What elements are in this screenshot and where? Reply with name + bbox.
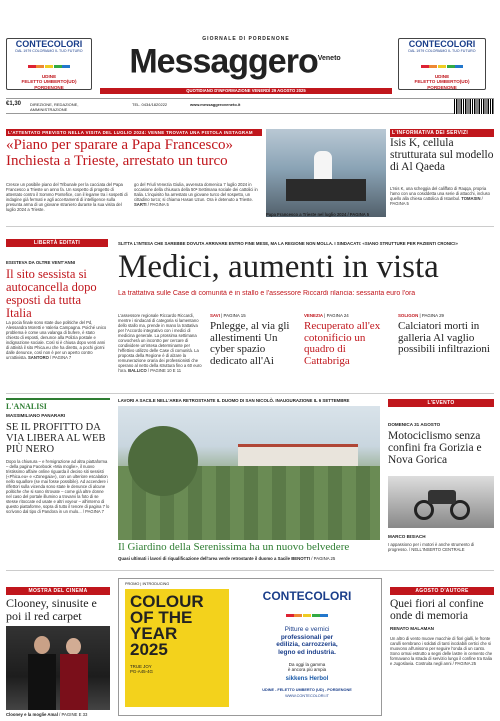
feature-caption: Quasi ultimati i lavori di riqualificazione dell'area verde retrostante il duomo a Sacile BENOTTI / PAGINA 25 — [118, 556, 336, 561]
mini-stories — [210, 313, 494, 393]
ad-partner-brands: sikkens Herbol — [285, 676, 329, 682]
analisi-author: MASSIMILIANO PANARARI — [6, 413, 66, 418]
analisi-label: L'ANALISI — [6, 402, 47, 411]
barcode — [454, 99, 494, 114]
liberta-body: La pocia finale sono state due politiche del Pd, Alessandra Moretti e Valeria Campagna. Poiché unico problema è come una valanga di bufere, è stato chiesto di esposti, denunce alla Polizia postale e indignazione sociale. Così si è chiusa dopo venti anni di attività il sito Phica.eu che ha diretto, a pochi giorni dalle denunce, così non è per un aperto contro un'attivista. SANTORO / PAGINA 7 — [6, 320, 107, 360]
right-kicker: L'INFORMATIVA DEI SERVIZI — [390, 129, 494, 137]
pope-caption: Papa Francesco a Trieste nel luglio 2024 / PAGINA 5 — [266, 212, 370, 217]
ad-site: WWW.CONTECOLORI.IT — [285, 694, 329, 698]
colour-of-the-year-block: COLOUR OF THE YEAR 2025 TRUE JOY PG-A45-4G — [125, 589, 229, 707]
analisi-body: Dopo la chiusura – e l'emigrazione ad altra piattaforma – della pagina Facebook «Mia moglie», il nuovo tristissimo affaire online riguarda il deciso siti sessisti («Phica.eu» e «Zonegaia»), con un ulteriore escalation nello squallore (se mai fosse possibile). Ad accendere i riflettori sulla vicenda sono state le denunce di alcune politiche che si sono ritrovate – come già altre donne nel caso del portale illumino a trovarvi la foto di se stesse ritoccate ed usate e altri voyeur – all'interno di questo piattaforme, sopra di tutto il tenore di pagina 7 lo scrivono dal tipo di Pandora in un mulo... / PAGINA 7 — [6, 459, 110, 514]
corner-ad-left[interactable]: CONTECOLORI DAL 1979 COLORIAMO IL TUO FUTURO UDINE FELETTO UMBERTO(UD) PORDENONE — [6, 38, 92, 90]
agosto-label: AGOSTO D'AUTORE — [390, 587, 494, 595]
evento-kicker: DOMENICA 31 AGOSTO — [388, 422, 441, 427]
feature-headline[interactable]: Il Giardino della Serenissima ha un nuovo belvedere — [118, 541, 350, 553]
lead-body-2: go del Friuli Venezia Giulia, avvenuta domenica 7 luglio 2024 in occasione della chiusura della 50ª Settimana sociale dei cattolici in Italia. L'inquisito ha arrestato un giovane turco del sospetto, un cittadino turco; si chiama Hasan Uzun. Ora è detenuto a Trieste. SARTI / PAGINA 5 — [134, 182, 258, 207]
evento-author: MARCO BISIACH — [388, 534, 426, 539]
ad-brand: CONTECOLORI — [15, 39, 83, 49]
cinema-caption: Clooney e la moglie Amal / PAGINE E 33 — [6, 712, 88, 717]
main-headline[interactable]: Medici, aumenti in vista — [118, 249, 439, 285]
info-strip: €1,30 DIREZIONE, REDAZIONE, AMMINISTRAZIONE TEL. 0434/1820222 www.messaggeroveneto.it — [6, 98, 494, 114]
liberta-headline[interactable]: Il sito sessista si autocancella dopo esposti da tutta Italia — [6, 267, 97, 320]
liberta-label: LIBERTÀ EDITATI — [6, 239, 108, 247]
feature-kicker: LAVORI A SACILE NELL'AREA RETROSTANTE IL DUOMO DI SAN NICOLÒ. INAUGURAZIONE IL 6 SETTEMBRE — [118, 398, 350, 403]
lead-kicker: L'ATTENTATO PREVISTO NELLA VISITA DEL LUGLIO 2024: VENNE TROVATA UNA PISTOLA INSTAGRAM — [6, 129, 262, 136]
masthead-subtitle: GIORNALE DI PORDENONE — [202, 36, 290, 42]
ad-brand: CONTECOLORI — [262, 589, 352, 603]
main-body: L'assessore regionale Riccardo Riccardi, mentre i sindacati di categoria si lamentano dello stallo ma, prende in mano la trattativa per l'Accordo integrativo con i medici di medicina generale. La prossima settimana convocherà un incontro per cercare di condividere un'intesa determinante per l'effettivo utilizzo delle Case di comunità. La proposta della Regione è di alzare la remunerazione oraria dei professionisti che operano al netto della struttura fino a 60 euro l'ora. BALLICO / PAGINE 10 E 11 — [118, 313, 202, 373]
analisi-headline[interactable]: SE IL PROFITTO DA VIA LIBERA AL WEB PIÙ NERO — [6, 422, 106, 455]
corner-ad-right[interactable]: CONTECOLORI DAL 1979 COLORIAMO IL TUO FUTURO UDINE FELETTO UMBERTO(UD) PORDENONE — [398, 38, 486, 90]
price: €1,30 — [6, 101, 22, 107]
pope-photo[interactable] — [266, 129, 386, 217]
moto-photo[interactable] — [388, 476, 494, 528]
analisi-box — [6, 398, 110, 514]
agosto-body: Un altro di vento muove macchie di fiori gialli, le fronte carulli sembrano i soldati di tanti incolabili certici che si muovono all'unisono per seguire l'onda di un canto. Sono ormai estrutto a segni delle lastre in cemento che formavano la strada di servizio lungo il confine tra Italia e Jugoslavia. Costruita negli anni / PAGINA 25 — [390, 636, 493, 666]
right-headline[interactable]: Isis K, cellula strutturata sul modello di Al Qaeda — [390, 137, 494, 173]
mini-story[interactable]: SAVI | PAGINA 15 Pnlegge, al via gli allestimenti Un cyber spazio dedicato all'Ai — [210, 313, 290, 367]
lead-headline[interactable]: «Piano per sparare a Papa Francesco» Inchiesta a Trieste, arrestato un turco — [6, 137, 233, 169]
garden-photo[interactable] — [118, 406, 380, 540]
cinema-headline[interactable]: Clooney, sinusite e poi il red carpet — [6, 596, 97, 623]
right-body: L'Isis K, una scheggia del califfato di Raqqa, propria l'amo con una cosiddetta una serie di attacchi, incluso quello alla chiesa cattolica di Istanbul. TOMASIN / PAGINA 5 — [390, 186, 490, 206]
masthead-title[interactable]: Messaggero$^{Veneto}$ — [129, 42, 341, 81]
main-subhead: La trattativa sulle Case di comunità è in stallo e l'assessore Riccardi rilancia: sessanta euro l'ora — [118, 290, 416, 297]
cinema-label: MOSTRA DEL CINEMA — [6, 587, 110, 595]
date-line: QUOTIDIANO D'INFORMAZIONE VENERDÌ 29 AGOSTO 2025 — [100, 88, 392, 94]
mini-story[interactable]: VENEZIA | PAGINA 24 Recuperato all'ex cotonificio un quadro di Cattabriga — [304, 313, 381, 367]
evento-label: L'EVENTO — [388, 399, 494, 407]
website-link: www.messaggeroveneto.it — [190, 102, 241, 107]
agosto-headline[interactable]: Quei fiori al confine onde di memoria — [390, 598, 484, 622]
lead-body: Cresce un posibile piano del Tribunale per la cacciata del Papa Francesco a Trieste un anno fa. Un sospetto di progetto di attentato contro il Sommo Pontefice, con il legame tra i sospetti di indagine già fermati e agli accertamenti di intelligence sulla presunta arma di un giovane straniero durante la sua visita del luglio 2024 a Trieste. — [6, 182, 128, 212]
evento-headline[interactable]: Motociclismo senza confini fra Gorizia e Nova Gorica — [388, 430, 482, 466]
clooney-photo[interactable] — [6, 626, 110, 710]
evento-body: I appassiono per i motori è anche strumento di progresso. / NELL'INSERTO CENTRALE — [388, 542, 475, 552]
mini-story[interactable]: SOLIGON | PAGINA 29 Calciatori morti in galleria Al vaglio possibili infiltrazioni — [398, 313, 490, 355]
liberta-kicker: ESISTEVA DA OLTRE VENT'ANNI — [6, 260, 76, 265]
agosto-author: RENATO MALAMAN — [390, 626, 434, 631]
main-kicker: SLITTA L'INTESA CHE SAREBBE DOVUTA ARRIVARE ENTRO FINE MESE, MA LA REGIONE NON MOLLA. I SINDACATI: «SIANO STRUTTURE PER PAZIENTI CRONICI» — [118, 241, 458, 246]
contecolori-ad[interactable]: PROMO | INTRODUCING COLOUR OF THE YEAR 2025 TRUE JOY PG-A45-4G CONTECOLORI Pitture e vernici professionali per edilizia, carrozzeria, legno ed industria. Da oggi la gamma è ancora più ampia sikkens Herbol UDINE - FELETTO UMBERTO (UD) - PORDENONE WWW.CONTECOLORI.IT — [118, 578, 382, 716]
